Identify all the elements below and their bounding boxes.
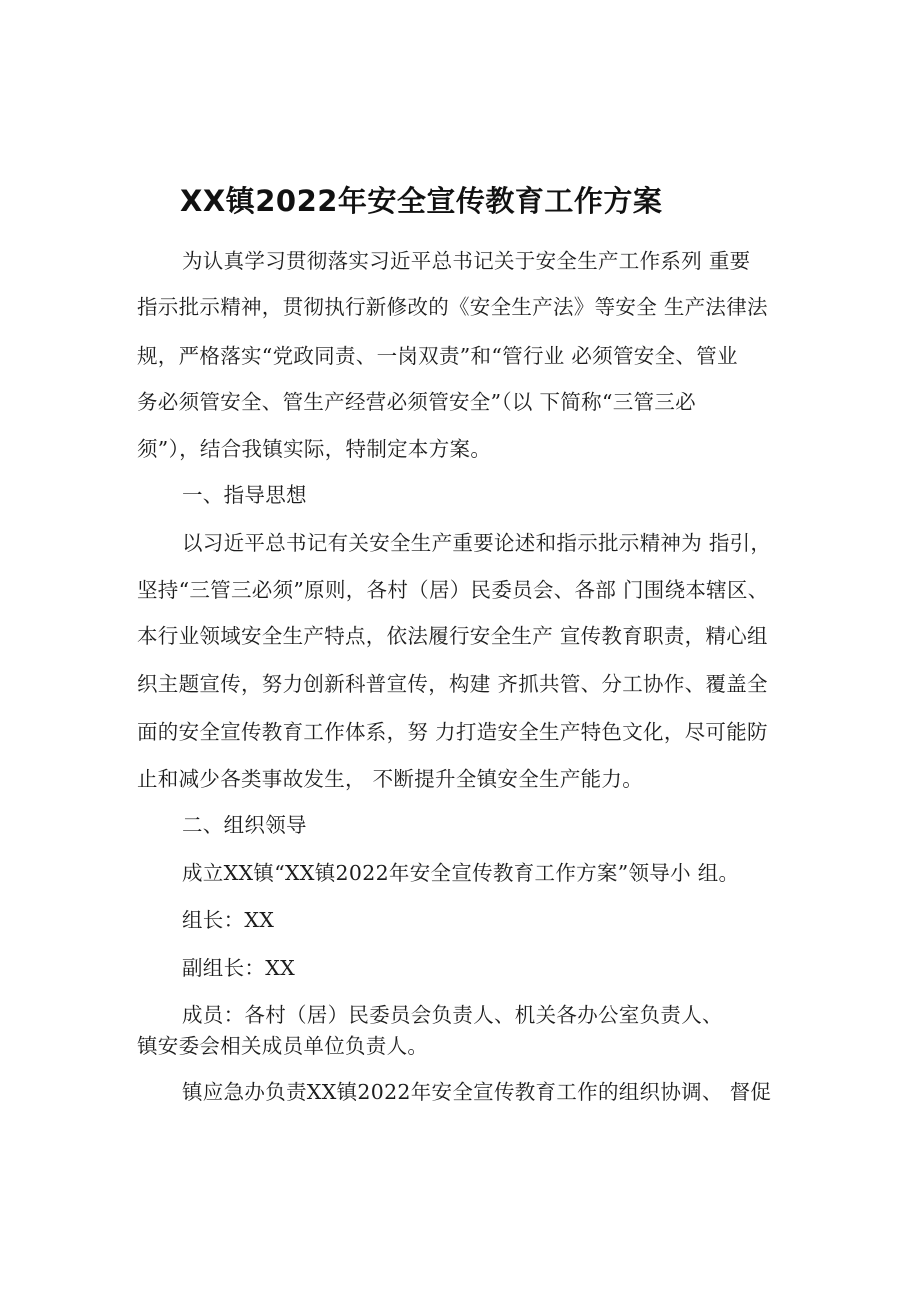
intro-line-3: 规，严格落实“党政同责、一岗双责”和“管行业 必须管安全、管业 [137,344,738,368]
intro-line-1: 为认真学习贯彻落实习近平总书记关于安全生产工作系列 重要 [182,249,751,273]
section1-line-2: 坚持“三管三必须”原则，各村（居）民委员会、各部 门围绕本辖区、 [137,578,769,602]
document-title: XX镇2022年安全宣传教育工作方案 [180,184,663,218]
section2-heading: 二、组织领导 [182,813,307,837]
section2-group-line: 成立XX镇“XX镇2022年安全宣传教育工作方案”领导小 组。 [182,861,740,885]
section1-line-1: 以习近平总书记有关安全生产重要论述和指示批示精神为 指引， [182,531,772,555]
section1-line-3: 本行业领域安全生产特点，依法履行安全生产 宣传教育职责，精心组 [137,624,768,648]
intro-line-2: 指示批示精神，贯彻执行新修改的《安全生产法》等安全 生产法律法 [137,295,768,319]
section2-members-line-2: 镇安委会相关成员单位负责人。 [137,1034,429,1058]
section2-members-line-1: 成员：各村（居）民委员会负责人、机关各办公室负责人、 [182,1003,723,1027]
section2-leader: 组长：XX [182,908,275,932]
section1-heading: 一、指导思想 [182,483,307,507]
section1-line-5: 面的安全宣传教育工作体系，努 力打造安全生产特色文化，尽可能防 [137,720,768,744]
section2-deputy-leader: 副组长：XX [182,956,295,980]
section1-line-6: 止和减少各类事故发生， 不断提升全镇安全生产能力。 [137,767,644,791]
section2-office-line: 镇应急办负责XX镇2022年安全宣传教育工作的组织协调、 督促 [182,1080,772,1104]
intro-line-5: 须”），结合我镇实际，特制定本方案。 [137,437,492,461]
section1-line-4: 织主题宣传，努力创新科普宣传，构建 齐抓共管、分工协作、覆盖全 [137,672,768,696]
intro-line-4: 务必须管安全、管生产经营必须管安全”（以 下简称“三管三必 [137,390,696,414]
